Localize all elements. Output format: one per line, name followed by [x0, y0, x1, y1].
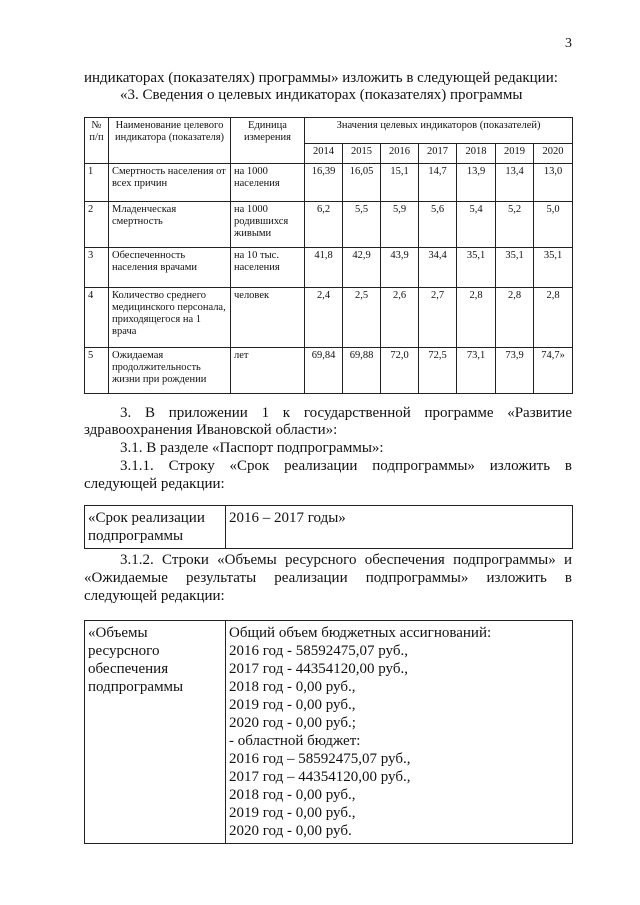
resources-label-line: ресурсного [88, 643, 160, 659]
row-value: 14,7 [419, 164, 457, 202]
resources-table [84, 620, 573, 844]
resources-value-line: Общий объем бюджетных ассигнований: [229, 625, 492, 641]
row-name: Количество среднего медицинского персонала, приходящегося на 1 врача [109, 288, 231, 348]
row-value: 34,4 [419, 248, 457, 288]
row-value: 5,4 [457, 202, 496, 248]
section3-line-5: следующей редакции: [84, 476, 225, 492]
year-header-2019: 2019 [496, 144, 534, 164]
term-table [84, 505, 573, 549]
row-num: 4 [85, 288, 109, 348]
row-value: 74,7» [534, 348, 573, 394]
row-value: 16,39 [305, 164, 343, 202]
row-value: 41,8 [305, 248, 343, 288]
resources-value-line: 2017 год - 44354120,00 руб., [229, 661, 408, 677]
section3-line-1: 3. В приложении 1 к государственной программе «Развитие [120, 405, 572, 421]
row-value: 15,1 [381, 164, 419, 202]
row-num: 2 [85, 202, 109, 248]
row-value: 35,1 [534, 248, 573, 288]
indicators-table [84, 117, 573, 394]
resources-value-line: 2017 год – 44354120,00 руб., [229, 769, 411, 785]
resources-value-line: 2018 год - 0,00 руб., [229, 787, 356, 803]
indicators-table-body [85, 164, 573, 394]
header-unit: Единица измерения [231, 118, 305, 164]
term-label [85, 506, 226, 549]
row-value: 42,9 [343, 248, 381, 288]
row-value: 13,4 [496, 164, 534, 202]
row-value: 69,88 [343, 348, 381, 394]
term-label-line-2: подпрограммы [88, 528, 184, 544]
row-value: 2,8 [457, 288, 496, 348]
row-num: 5 [85, 348, 109, 394]
resources-value-line: 2020 год - 0,00 руб. [229, 823, 352, 839]
intro-line-1: индикаторах (показателях) программы» изложить в следующей редакции: [84, 70, 558, 86]
row-name: Ожидаемая продолжительность жизни при рождении [109, 348, 231, 394]
row-value: 2,5 [343, 288, 381, 348]
row-num: 1 [85, 164, 109, 202]
row-num: 3 [85, 248, 109, 288]
row-value: 2,6 [381, 288, 419, 348]
row-value: 2,8 [534, 288, 573, 348]
row-value: 5,6 [419, 202, 457, 248]
row-value: 5,9 [381, 202, 419, 248]
row-value: 13,0 [534, 164, 573, 202]
section312-line-3: следующей редакции: [84, 588, 225, 604]
intro-line-2: «3. Сведения о целевых индикаторах (показателях) программы [120, 87, 523, 103]
table-row [85, 348, 573, 394]
row-value: 2,4 [305, 288, 343, 348]
section3-line-4: 3.1.1. Строку «Срок реализации подпрограммы» изложить в [120, 458, 572, 474]
section3-line-3: 3.1. В разделе «Паспорт подпрограммы»: [120, 440, 384, 456]
row-value: 2,8 [496, 288, 534, 348]
row-unit: на 10 тыс. населения [231, 248, 305, 288]
row-value: 5,2 [496, 202, 534, 248]
resources-value-line: 2019 год - 0,00 руб., [229, 697, 356, 713]
table-row [85, 248, 573, 288]
row-value: 43,9 [381, 248, 419, 288]
row-value: 35,1 [457, 248, 496, 288]
row-unit: человек [231, 288, 305, 348]
row-value: 5,0 [534, 202, 573, 248]
row-unit: лет [231, 348, 305, 394]
row-value: 6,2 [305, 202, 343, 248]
section312-line-2: «Ожидаемые результаты реализации подпрограммы» изложить в [84, 570, 572, 586]
table-row [85, 202, 573, 248]
year-header-2014: 2014 [305, 144, 343, 164]
section312-line-1: 3.1.2. Строки «Объемы ресурсного обеспечения подпрограммы» и [120, 552, 572, 568]
row-value: 72,0 [381, 348, 419, 394]
resources-label-line: обеспечения [88, 661, 169, 677]
row-unit: на 1000 родившихся живыми [231, 202, 305, 248]
resources-label-line: подпрограммы [88, 679, 184, 695]
resources-value-line: - областной бюджет: [229, 733, 361, 749]
page-number: 3 [565, 36, 572, 51]
row-value: 16,05 [343, 164, 381, 202]
table-row [85, 288, 573, 348]
row-value: 73,1 [457, 348, 496, 394]
header-name: Наименование целевого индикатора (показателя) [109, 118, 231, 164]
row-value: 13,9 [457, 164, 496, 202]
table-row [85, 164, 573, 202]
resources-value-line: 2016 год – 58592475,07 руб., [229, 751, 411, 767]
term-value: 2016 – 2017 годы» [226, 506, 573, 549]
section3-line-2: здравоохранения Ивановской области»: [84, 422, 338, 438]
term-label-line-1: «Срок реализации [88, 510, 205, 526]
row-value: 5,5 [343, 202, 381, 248]
resources-value-line: 2018 год - 0,00 руб., [229, 679, 356, 695]
row-value: 72,5 [419, 348, 457, 394]
resources-label [85, 621, 226, 844]
row-value: 69,84 [305, 348, 343, 394]
header-values: Значения целевых индикаторов (показателей) [305, 118, 573, 144]
row-value: 2,7 [419, 288, 457, 348]
resources-value [226, 621, 573, 844]
year-header-2018: 2018 [457, 144, 496, 164]
row-name: Смертность населения от всех причин [109, 164, 231, 202]
row-name: Младенческая смертность [109, 202, 231, 248]
resources-value-line: 2016 год - 58592475,07 руб., [229, 643, 408, 659]
row-name: Обеспеченность населения врачами [109, 248, 231, 288]
row-value: 73,9 [496, 348, 534, 394]
resources-value-line: 2020 год - 0,00 руб.; [229, 715, 356, 731]
row-unit: на 1000 населения [231, 164, 305, 202]
header-num: № п/п [85, 118, 109, 164]
resources-label-line: «Объемы [88, 625, 148, 641]
year-header-2017: 2017 [419, 144, 457, 164]
year-header-2015: 2015 [343, 144, 381, 164]
year-header-2020: 2020 [534, 144, 573, 164]
row-value: 35,1 [496, 248, 534, 288]
resources-value-line: 2019 год - 0,00 руб., [229, 805, 356, 821]
year-header-2016: 2016 [381, 144, 419, 164]
